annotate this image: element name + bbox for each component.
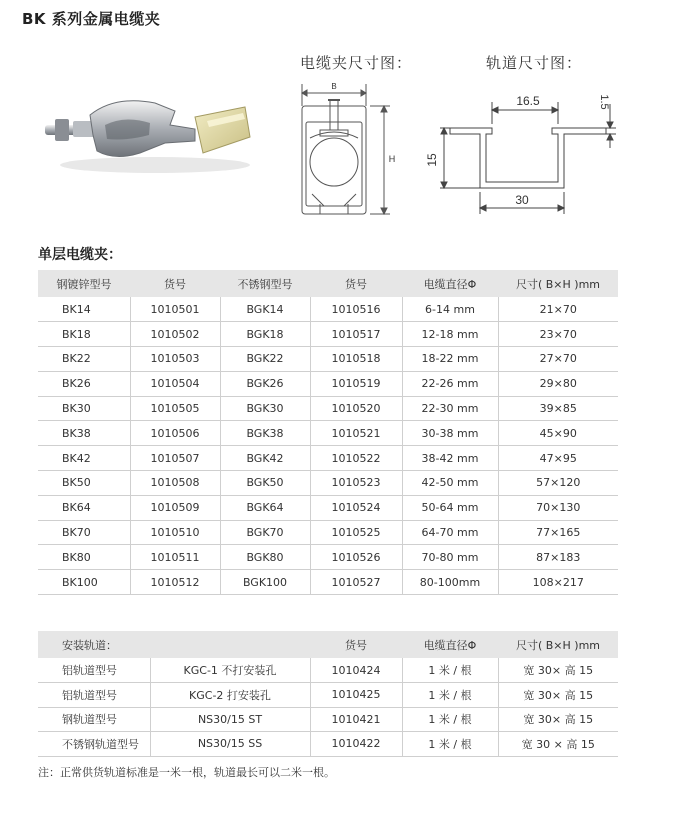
table-cell: 27×70 [498, 347, 618, 372]
table-cell: 1010525 [310, 520, 402, 545]
table-cell: 39×85 [498, 396, 618, 421]
table-cell: 57×120 [498, 471, 618, 496]
table-cell: BK26 [38, 371, 130, 396]
table-cell: 1010508 [130, 471, 220, 496]
table-cell: 22-30 mm [402, 396, 498, 421]
product-photo [45, 95, 255, 175]
table-cell: BK42 [38, 446, 130, 471]
column-header: 货号 [130, 270, 220, 297]
table-cell: 宽 30 × 高 15 [498, 732, 618, 757]
table-cell: 1010421 [310, 707, 402, 732]
table-cell: 1010503 [130, 347, 220, 372]
table-cell: 1010522 [310, 446, 402, 471]
column-header: 货号 [310, 270, 402, 297]
table-cell: 21×70 [498, 297, 618, 322]
table-row [38, 732, 618, 757]
table-cell: 70-80 mm [402, 545, 498, 570]
clamp-dim-h-label: H [388, 154, 396, 164]
table-cell: BK18 [38, 322, 130, 347]
clamp-dim-b-label: B [331, 82, 337, 91]
table-cell: BGK18 [220, 322, 310, 347]
single-layer-clamp-table [38, 270, 618, 595]
table-cell: 铝轨道型号 [38, 683, 150, 708]
footnote: 注：正常供货轨道标准是一米一根，轨道最长可以二米一根。 [38, 766, 335, 779]
column-header: 尺寸( B×H )mm [498, 631, 618, 658]
table-cell: 23×70 [498, 322, 618, 347]
column-header: 电缆直径Φ [402, 270, 498, 297]
table-row [38, 347, 618, 372]
column-header: 货号 [310, 631, 402, 658]
table-cell: 1010511 [130, 545, 220, 570]
table-cell: KGC-2 打安装孔 [150, 683, 310, 708]
column-header: 安装轨道： [38, 631, 150, 658]
table-cell: 1 米 / 根 [402, 707, 498, 732]
table-cell: 1 米 / 根 [402, 732, 498, 757]
table-cell: BK100 [38, 570, 130, 595]
table-cell: KGC-1 不打安装孔 [150, 658, 310, 683]
table-cell: BGK50 [220, 471, 310, 496]
table-row [38, 570, 618, 595]
table-row [38, 421, 618, 446]
table-cell: BK14 [38, 297, 130, 322]
table-cell: 1010505 [130, 396, 220, 421]
rail-dim-width: 30 [515, 193, 529, 207]
table-cell: 1010506 [130, 421, 220, 446]
table-cell: 1010521 [310, 421, 402, 446]
clamp-dimension-diagram [290, 78, 400, 218]
table-cell: 1010502 [130, 322, 220, 347]
table-cell: 30-38 mm [402, 421, 498, 446]
table-row [38, 322, 618, 347]
table-row [38, 520, 618, 545]
table-cell: 70×130 [498, 495, 618, 520]
table-cell: 1010520 [310, 396, 402, 421]
column-header [150, 631, 310, 658]
table-cell: BGK100 [220, 570, 310, 595]
table-row [38, 297, 618, 322]
mounting-rail-table [38, 631, 618, 757]
table-cell: 不锈钢轨道型号 [38, 732, 150, 757]
table-cell: 1010512 [130, 570, 220, 595]
table-cell: 64-70 mm [402, 520, 498, 545]
clamp-dimension-caption: 电缆夹尺寸图： [300, 54, 413, 72]
table-cell: 29×80 [498, 371, 618, 396]
table-cell: 1010519 [310, 371, 402, 396]
table-cell: BGK38 [220, 421, 310, 446]
page-title: BK 系列金属电缆夹 [22, 10, 161, 28]
table-row [38, 683, 618, 708]
rail-dimension-diagram [425, 82, 620, 222]
table-cell: BK64 [38, 495, 130, 520]
table-cell: 22-26 mm [402, 371, 498, 396]
table-cell: 42-50 mm [402, 471, 498, 496]
rail-dim-height: 15 [425, 153, 439, 167]
table-cell: BK80 [38, 545, 130, 570]
table-cell: 1010509 [130, 495, 220, 520]
table-cell: BK50 [38, 471, 130, 496]
table-cell: 1010517 [310, 322, 402, 347]
table-cell: 1010424 [310, 658, 402, 683]
table-header-row [38, 270, 618, 297]
table-cell: BK30 [38, 396, 130, 421]
table-row [38, 471, 618, 496]
table-cell: 1 米 / 根 [402, 658, 498, 683]
table-cell: 87×183 [498, 545, 618, 570]
table-cell: 38-42 mm [402, 446, 498, 471]
table-cell: BK38 [38, 421, 130, 446]
table-cell: 宽 30× 高 15 [498, 658, 618, 683]
table-cell: BK22 [38, 347, 130, 372]
table-cell: 1 米 / 根 [402, 683, 498, 708]
rail-dim-top-width: 16.5 [516, 94, 540, 108]
table-cell: 6-14 mm [402, 297, 498, 322]
column-header: 不锈钢型号 [220, 270, 310, 297]
column-header: 尺寸( B×H )mm [498, 270, 618, 297]
table-cell: 1010526 [310, 545, 402, 570]
table-cell: 1010527 [310, 570, 402, 595]
table-cell: 47×95 [498, 446, 618, 471]
column-header: 钢镀锌型号 [38, 270, 130, 297]
table-cell: 铝轨道型号 [38, 658, 150, 683]
table-row [38, 371, 618, 396]
table-cell: 宽 30× 高 15 [498, 683, 618, 708]
table-header-row [38, 631, 618, 658]
table-cell: BGK22 [220, 347, 310, 372]
table-cell: BK70 [38, 520, 130, 545]
table-row [38, 446, 618, 471]
table-cell: BGK26 [220, 371, 310, 396]
table-row [38, 396, 618, 421]
table-cell: NS30/15 ST [150, 707, 310, 732]
table-cell: 宽 30× 高 15 [498, 707, 618, 732]
table-cell: 1010523 [310, 471, 402, 496]
table-cell: 1010504 [130, 371, 220, 396]
table-cell: 1010518 [310, 347, 402, 372]
table-cell: BGK42 [220, 446, 310, 471]
table-cell: 1010507 [130, 446, 220, 471]
rail-dimension-caption: 轨道尺寸图： [486, 54, 583, 72]
table-row [38, 658, 618, 683]
table-cell: 50-64 mm [402, 495, 498, 520]
table-cell: 1010425 [310, 683, 402, 708]
table-cell: BGK64 [220, 495, 310, 520]
table-row [38, 495, 618, 520]
table-cell: BGK70 [220, 520, 310, 545]
table-cell: 80-100mm [402, 570, 498, 595]
table-cell: 1010524 [310, 495, 402, 520]
column-header: 电缆直径Φ [402, 631, 498, 658]
table-row [38, 707, 618, 732]
table-cell: NS30/15 SS [150, 732, 310, 757]
table-cell: 钢轨道型号 [38, 707, 150, 732]
table-cell: 12-18 mm [402, 322, 498, 347]
rail-dim-thickness: 1.5 [598, 94, 610, 110]
table-cell: 108×217 [498, 570, 618, 595]
table-cell: BGK80 [220, 545, 310, 570]
table-cell: 18-22 mm [402, 347, 498, 372]
table-cell: 1010516 [310, 297, 402, 322]
table-cell: 1010510 [130, 520, 220, 545]
table-cell: 1010501 [130, 297, 220, 322]
table-cell: 1010422 [310, 732, 402, 757]
single-layer-section-title: 单层电缆夹： [38, 247, 122, 263]
table-cell: 77×165 [498, 520, 618, 545]
table-cell: BGK14 [220, 297, 310, 322]
table-row [38, 545, 618, 570]
table-cell: 45×90 [498, 421, 618, 446]
table-cell: BGK30 [220, 396, 310, 421]
